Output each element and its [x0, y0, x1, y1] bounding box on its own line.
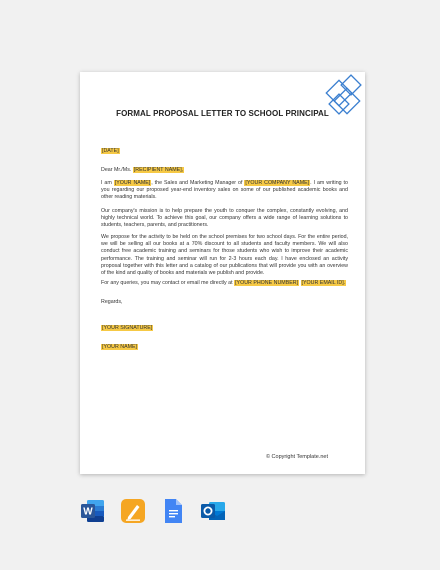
- document-title: FORMAL PROPOSAL LETTER TO SCHOOL PRINCIPAL: [116, 109, 329, 118]
- name-line: [101, 344, 348, 351]
- date-placeholder: [DATE]: [102, 148, 119, 154]
- email-placeholder: [YOUR EMAIL ID].: [301, 280, 346, 286]
- name-placeholder: [YOUR NAME]: [102, 344, 138, 350]
- paragraph-mission: Our company's mission is to help prepare the youth to conquer the complex, constantly evolving, and highly technical world. To achieve this goal, our company offers a wide range of learning solutions to students, teachers, parents, and practitioners.: [101, 208, 348, 229]
- date-line: [101, 148, 348, 155]
- copyright-footer: © Copyright Template.net: [265, 454, 328, 460]
- outlook-icon[interactable]: [200, 498, 226, 524]
- recipient-placeholder: [RECIPIENT NAME],: [133, 167, 184, 173]
- closing: Regards,: [101, 299, 123, 305]
- paragraph-intro: [101, 180, 348, 202]
- p1-text-a: I am: [101, 180, 112, 186]
- p1-text-c: . I am writing to you regarding our proposed year-end inventory sales on some of our published academic books and other reading materials.: [101, 180, 348, 201]
- salutation-prefix: Dear Mr./Ms.: [101, 167, 132, 173]
- phone-placeholder: [YOUR PHONE NUMBER]: [235, 280, 299, 286]
- paragraph-contact: [101, 280, 348, 287]
- p1-text-b: , the Sales and Marketing Manager of: [151, 180, 243, 186]
- svg-text:W: W: [83, 506, 93, 518]
- salutation: [101, 167, 348, 174]
- p4-text: For any queries, you may contact or email me directly at: [101, 280, 233, 286]
- google-docs-icon[interactable]: [160, 498, 186, 524]
- word-icon[interactable]: [80, 498, 106, 524]
- document-page: [80, 72, 365, 474]
- app-icons-row: [80, 498, 226, 524]
- company-name-placeholder: [YOUR COMPANY NAME]: [245, 180, 310, 186]
- signature-placeholder: [YOUR SIGNATURE]: [102, 325, 153, 331]
- corner-decoration-icon: [315, 72, 365, 130]
- your-name-placeholder: [YOUR NAME]: [114, 180, 151, 186]
- signature-line: [101, 325, 348, 332]
- pages-icon[interactable]: [120, 498, 146, 524]
- paragraph-proposal: We propose for the activity to be held on the school premises for two school days. For the entire period, we will be selling all our books at a 70% discount to all students and faculty members. We will also conduct free academic training and seminars for those students who wish to improve their academic performance. The training and seminar will run for 2-3 hours each day. I have enclosed an activity proposal together with this letter and a catalog of our publications that will provide you with an overview of the kind and quality of books and materials we publish and provide.: [101, 234, 348, 277]
